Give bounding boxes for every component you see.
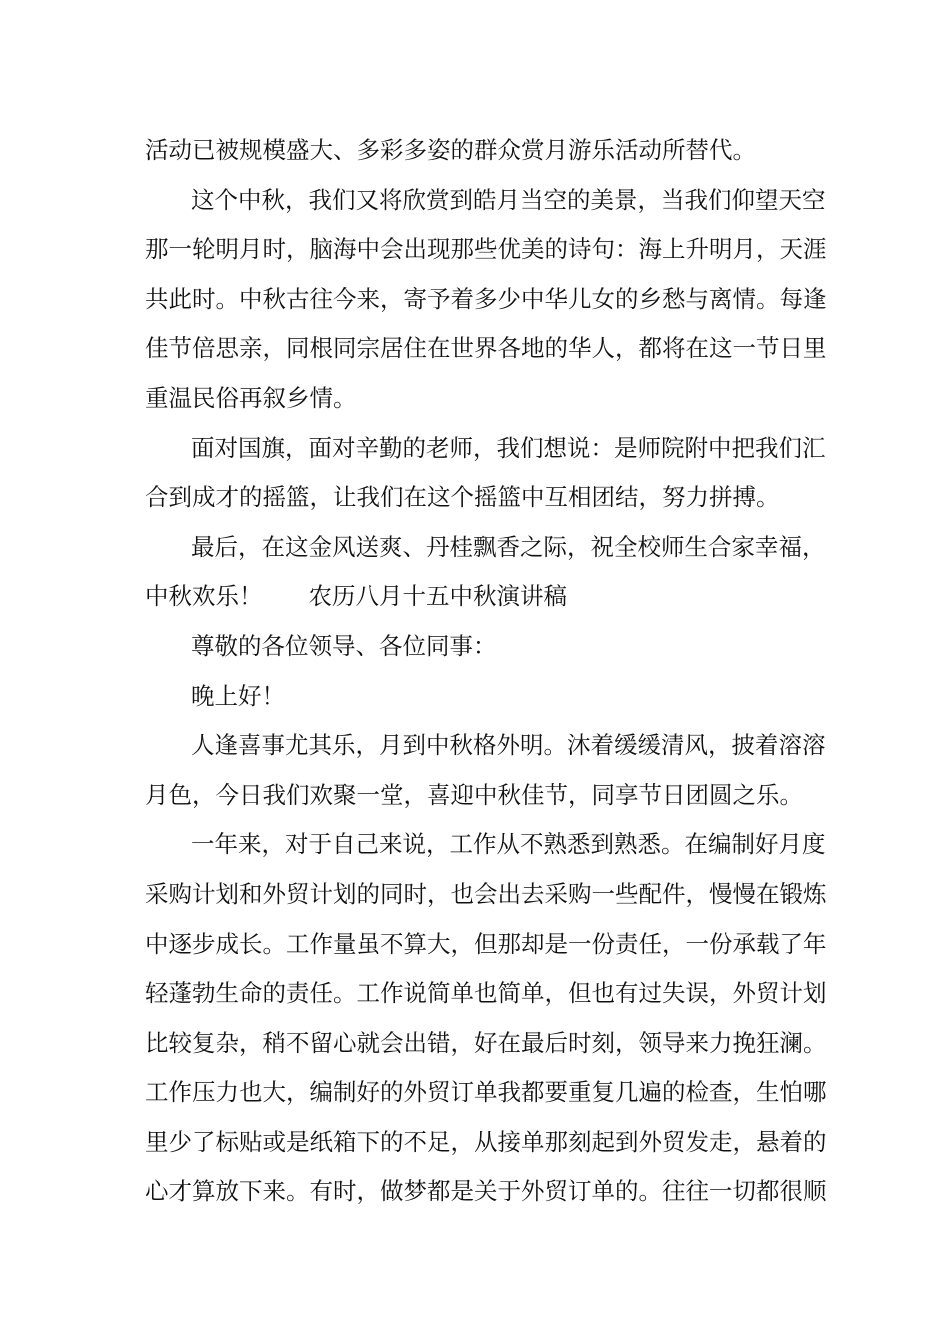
text-line: 工作压力也大，编制好的外贸订单我都要重复几遍的检查，生怕哪	[145, 1078, 827, 1107]
text-line: 佳节倍思亲，同根同宗居住在世界各地的华人，都将在这一节日里	[145, 334, 827, 363]
text-line: 中逐步成长。工作量虽不算大，但那却是一份责任，一份承载了年	[145, 929, 827, 958]
text-line: 那一轮明月时，脑海中会出现那些优美的诗句：海上升明月，天涯	[145, 235, 827, 264]
paragraph-start-line: 这个中秋，我们又将欣赏到皓月当空的美景，当我们仰望天空	[191, 185, 826, 214]
text-line: 轻蓬勃生命的责任。工作说简单也简单，但也有过失误，外贸计划	[145, 979, 827, 1008]
text-line: 合到成才的摇篮，让我们在这个摇篮中互相团结，努力拼搏。	[145, 483, 780, 512]
document-body	[145, 126, 827, 1217]
text-line: 比较复杂，稍不留心就会出错，好在最后时刻，领导来力挽狂澜。	[145, 1028, 827, 1057]
paragraph-start-line: 面对国旗，面对辛勤的老师，我们想说：是师院附中把我们汇	[191, 433, 826, 462]
text-line: 活动已被规模盛大、多彩多姿的群众赏月游乐活动所替代。	[145, 136, 756, 164]
paragraph-start-line: 最后，在这金风送爽、丹桂飘香之际，祝全校师生合家幸福，	[191, 532, 826, 561]
closing-phrase: 中秋欢乐！	[145, 582, 263, 611]
greeting-line: 晚上好！	[191, 681, 285, 710]
paragraph-start-line: 人逢喜事尤其乐，月到中秋格外明。沐着缓缓清风，披着溶溶	[191, 731, 826, 760]
text-line: 采购计划和外贸计划的同时，也会出去采购一些配件，慢慢在锻炼	[145, 879, 827, 908]
text-line: 心才算放下来。有时，做梦都是关于外贸订单的。往往一切都很顺	[145, 1177, 827, 1206]
text-line	[145, 572, 810, 622]
text-line: 共此时。中秋古往今来，寄予着多少中华儿女的乡愁与离情。每逢	[145, 284, 827, 313]
text-line: 月色，今日我们欢聚一堂，喜迎中秋佳节，同享节日团圆之乐。	[145, 780, 803, 809]
text-line: 里少了标贴或是纸箱下的不足，从接单那刻起到外贸发走，悬着的	[145, 1127, 827, 1156]
salutation-line: 尊敬的各位领导、各位同事：	[191, 631, 497, 660]
section-title: 农历八月十五中秋演讲稿	[308, 582, 567, 611]
paragraph-start-line: 一年来，对于自己来说，工作从不熟悉到熟悉。在编制好月度	[191, 830, 826, 859]
text-line: 重温民俗再叙乡情。	[145, 383, 357, 412]
